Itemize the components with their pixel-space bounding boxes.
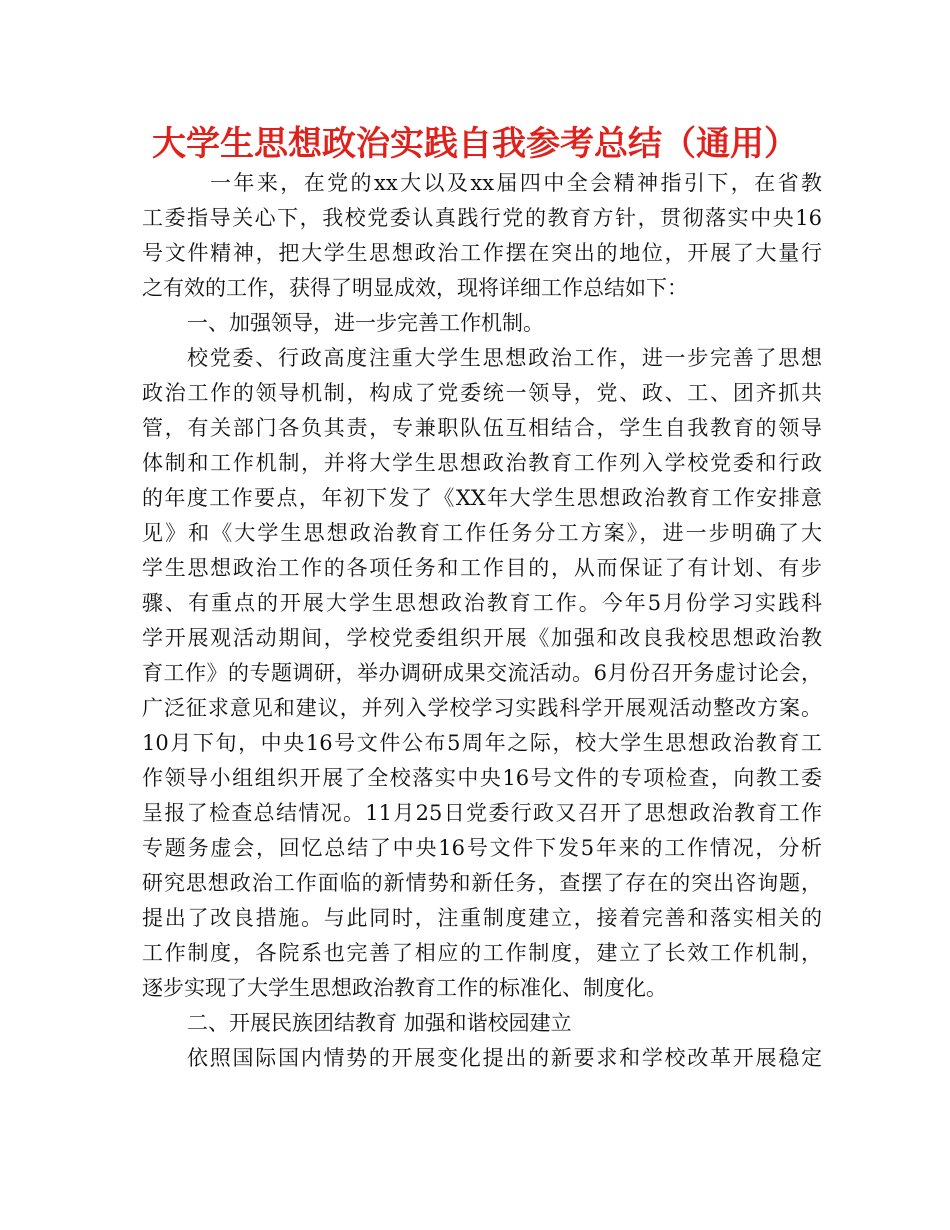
paragraph-line: 体制和工作机制，并将大学生思想政治教育工作列入学校党委和行政: [142, 451, 822, 475]
paragraph-line: 10月下旬，中央16号文件公布5周年之际，校大学生思想政治教育工: [142, 731, 822, 755]
section-heading: 一、加强领导，进一步完善工作机制。: [187, 311, 544, 335]
paragraph-line: 号文件精神，把大学生思想政治工作摆在突出的地位，开展了大量行: [142, 241, 822, 265]
paragraph-line: 校党委、行政高度注重大学生思想政治工作，进一步完善了思想: [187, 346, 822, 370]
paragraph-line: 作领导小组组织开展了全校落实中央16号文件的专项检查，向教工委: [142, 766, 822, 790]
paragraph-line: 逐步实现了大学生思想政治教育工作的标准化、制度化。: [142, 976, 667, 1000]
paragraph-line: 工作制度，各院系也完善了相应的工作制度，建立了长效工作机制，: [142, 941, 822, 965]
paragraph-line: 学生思想政治工作的各项任务和工作目的，从而保证了有计划、有步: [142, 556, 822, 580]
paragraph-line: 学开展观活动期间，学校党委组织开展《加强和改良我校思想政治教: [142, 626, 822, 650]
paragraph-line: 政治工作的领导机制，构成了党委统一领导，党、政、工、团齐抓共: [142, 381, 822, 405]
paragraph-line: 工委指导关心下，我校党委认真践行党的教育方针，贯彻落实中央16: [142, 206, 822, 230]
paragraph-line: 依照国际国内情势的开展变化提出的新要求和学校改革开展稳定: [187, 1046, 822, 1070]
section-heading: 二、开展民族团结教育 加强和谐校园建立: [187, 1011, 572, 1035]
paragraph-line: 专题务虚会，回忆总结了中央16号文件下发5年来的工作情况，分析: [142, 836, 822, 860]
paragraph-line: 的年度工作要点，年初下发了《XX年大学生思想政治教育工作安排意: [142, 486, 822, 510]
paragraph-line: 见》和《大学生思想政治教育工作任务分工方案》，进一步明确了大: [142, 521, 822, 545]
paragraph-line: 广泛征求意见和建议，并列入学校学习实践科学开展观活动整改方案。: [142, 696, 822, 720]
paragraph-line: 研究思想政治工作面临的新情势和新任务，查摆了存在的突出咨询题，: [142, 871, 822, 895]
paragraph-line: 管，有关部门各负其责，专兼职队伍互相结合，学生自我教育的领导: [142, 416, 822, 440]
paragraph-line: 提出了改良措施。与此同时，注重制度建立，接着完善和落实相关的: [142, 906, 822, 930]
paragraph-line: 之有效的工作，获得了明显成效，现将详细工作总结如下：: [142, 276, 688, 300]
paragraph-line: 育工作》的专题调研，举办调研成果交流活动。6月份召开务虚讨论会，: [142, 661, 822, 685]
document-title: 大学生思想政治实践自我参考总结（通用）: [152, 124, 798, 164]
paragraph-line: 呈报了检查总结情况。11月25日党委行政又召开了思想政治教育工作: [142, 801, 822, 825]
paragraph-line: 骤、有重点的开展大学生思想政治教育工作。今年5月份学习实践科: [142, 591, 822, 615]
paragraph-line: 一年来，在党的xx大以及xx届四中全会精神指引下，在省教: [210, 171, 822, 195]
